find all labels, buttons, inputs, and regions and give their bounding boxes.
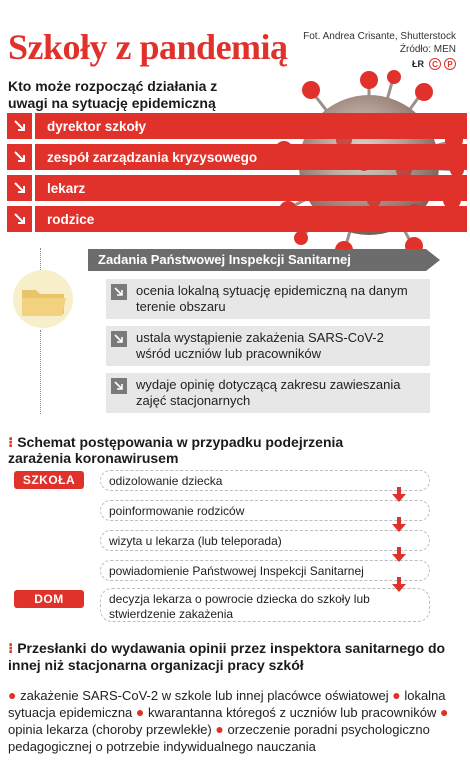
conditions-list [8,687,464,755]
logo-mark-p: P [444,58,456,70]
procedure-step: powiadomienie Państwowej Inspekcji Sanitarnej [100,560,430,581]
arrow-down-right-icon [111,284,127,300]
arrow-down-right-icon [7,206,32,232]
condition-item: orzeczenie poradni psychologiczno pedagogicznej o potrzebie indywidualnego nauczania [8,722,430,754]
procedure-step: decyzja lekarza o powrocie dziecka do szkoły lub stwierdzenie zakażenia [100,588,430,622]
arrow-down-right-icon [7,113,32,139]
list-item [7,144,467,170]
gis-task [106,326,430,366]
list-item [7,113,467,139]
bullet-icon: ● [439,704,449,720]
divider [40,248,41,270]
label-home: DOM [14,590,84,608]
actor-director: dyrektor szkoły [35,113,467,139]
section-marker: ⁝ [8,640,18,656]
condition-item: opinia lekarza (choroby przewlekłe) [8,722,212,737]
who-can-act-title-text: Kto może rozpocząć działania z uwagi na sytuację epidemiczną [8,78,218,111]
arrow-down-right-icon [111,331,127,347]
arrow-down-icon [392,577,406,593]
arrow-down-icon [392,517,406,533]
folder-icon [12,268,74,328]
condition-item: lokalna sytuacja epidemiczna [8,688,446,720]
who-can-act-title [8,78,258,112]
bullet-icon: ● [215,721,224,737]
gis-task-text: ustala wystąpienie zakażenia SARS-CoV-2 wśród uczniów lub pracowników [136,330,384,361]
arrow-down-icon [392,487,406,503]
arrow-down-right-icon [7,144,32,170]
actor-parents: rodzice [35,206,467,232]
procedure-step: wizyta u lekarza (lub teleporada) [100,530,430,551]
arrow-down-right-icon [7,175,32,201]
condition-item: zakażenie SARS-CoV-2 w szkole lub innej placówce oświatowej [20,688,389,703]
gis-task [106,373,430,413]
actor-doctor: lekarz [35,175,467,201]
gis-task-text: wydaje opinię dotyczącą zakresu zawieszania zajęć stacjonarnych [136,377,401,408]
source: Źródło: MEN [399,44,456,55]
page-title: Szkoły z pandemią [8,27,288,67]
publisher-logo [412,58,456,70]
section-marker: ⁝ [8,434,18,450]
procedure-title-text: Schemat postępowania w przypadku podejrzenia zarażenia koronawirusem [8,434,344,466]
procedure-step: odizolowanie dziecka [100,470,430,491]
gis-header: Zadania Państwowej Inspekcji Sanitarnej [88,249,426,271]
divider [40,330,41,414]
list-item [7,175,467,201]
condition-item: kwarantanna któregoś z uczniów lub pracowników [148,705,437,720]
actor-crisis-team: zespół zarządzania kryzysowego [35,144,467,170]
bullet-icon: ● [392,687,401,703]
gis-header-arrow [426,249,440,271]
label-school: SZKOŁA [14,471,84,489]
conditions-title [8,640,458,674]
arrow-down-right-icon [111,378,127,394]
conditions-title-text: Przesłanki do wydawania opinii przez inspektora sanitarnego do innej niż stacjonarna organizacji pracy szkół [8,640,446,673]
gis-task [106,279,430,319]
list-item [7,206,467,232]
gis-task-text: ocenia lokalną sytuację epidemiczną na danym terenie obszaru [136,283,408,314]
procedure-step: poinformowanie rodziców [100,500,430,521]
credits [303,30,456,56]
logo-text: ŁR [412,59,424,69]
logo-mark-c: C [429,58,441,70]
bullet-icon: ● [8,687,17,703]
arrow-down-icon [392,547,406,563]
bullet-icon: ● [135,704,145,720]
procedure-title [8,434,388,466]
photo-credit: Fot. Andrea Crisante, Shutterstock [303,31,456,42]
